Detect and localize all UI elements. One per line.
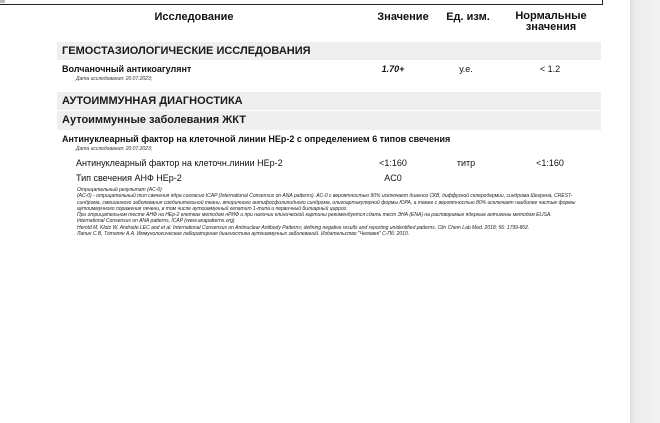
top-frame-border bbox=[0, 0, 603, 5]
header-norm bbox=[500, 11, 602, 33]
note-line: При отрицательном тесте АНФ на HEp-2 клетках методом нРИФ и при наличии клинической картины рекомендуется сдать тест ЭНА (ENA) на растворимые ядерные антигены методом ELISA. bbox=[77, 212, 552, 219]
header-test: Исследование bbox=[154, 11, 234, 23]
note-line: (AC-0) - отрицательный тип свечения ядра согласно ICAP (International Consensus on ANA patterns). AC-0 с вероятностью 90% исключает диагноз СКВ, диффузной склеродермии, синдрома Шегрена, CREST-синдрома, смешанного заболевания соединительной ткани, вторичного антифосфолипидного синдрома, олигоартикулярной формы ЮРА, а также с вероятностью 80% исключает наиболее частые формы аутоиммунного поражения печени, в том числе аутоиммунный гепатит 1-типа и первичный билиарный цирроз. bbox=[77, 193, 576, 212]
header-norm-line1: Нормальные bbox=[515, 10, 587, 22]
lupus-value: 1.70+ bbox=[381, 64, 405, 74]
lupus-date: Дата исследования: 20.07.2023; bbox=[76, 76, 153, 82]
top-frame-stub bbox=[0, 0, 5, 3]
section-title-gi: Аутоиммунные заболевания ЖКТ bbox=[62, 114, 246, 126]
note-line: Лапин С.В, Тотолян А.А. Иммунологическая лабораторная диагностика аутоиммунных заболеваний. Издательство "Человек" С-Пб. 2010. bbox=[77, 231, 410, 238]
ana-row-1-unit: титр bbox=[456, 158, 476, 168]
ana-date: Дата исследования: 20.07.2023; bbox=[76, 146, 153, 152]
header-norm-line2: значения bbox=[525, 21, 577, 33]
note-line: Отрицательный результат (AC-0) bbox=[77, 187, 162, 193]
ana-row-2-value: AC0 bbox=[384, 173, 402, 183]
section-title-hemostasis: ГЕМОСТАЗИОЛОГИЧЕСКИЕ ИССЛЕДОВАНИЯ bbox=[62, 45, 311, 57]
lupus-norm: < 1.2 bbox=[539, 64, 561, 74]
ana-row-1-value: <1:160 bbox=[379, 158, 407, 168]
note-line: International Consensus on ANA patterns, ICAP (www.anapatterns.org) bbox=[77, 218, 235, 225]
ana-row-1-norm: <1:160 bbox=[536, 158, 564, 168]
lupus-name: Волчаночный антикоагулянт bbox=[62, 64, 192, 74]
ana-name: Антинуклеарный фактор на клеточной линии HEp-2 с определением 6 типов свечения bbox=[62, 134, 451, 144]
note-line: Herold M, Klotz W, Andrade LEC and et al. International Consensus on Antinuclear Antibody Patterns; defining negative results and reporting unidentified patterns. Clin Chem Lab Med. 2018; 56: 1799-802. bbox=[77, 224, 530, 231]
lupus-unit: у.е. bbox=[459, 64, 473, 74]
section-title-autoimmune: АУТОИММУННАЯ ДИАГНОСТИКА bbox=[62, 95, 243, 107]
header-value: Значение bbox=[377, 11, 429, 23]
header-unit: Ед. изм. bbox=[446, 11, 490, 23]
ana-row-2-name: Тип свечения АНФ HEp-2 bbox=[76, 173, 182, 183]
interpretation-notes bbox=[77, 187, 596, 237]
viewer-background bbox=[630, 0, 660, 423]
ana-row-1-name: Антинуклеарный фактор на клеточн.линии HEp-2 bbox=[76, 158, 283, 168]
